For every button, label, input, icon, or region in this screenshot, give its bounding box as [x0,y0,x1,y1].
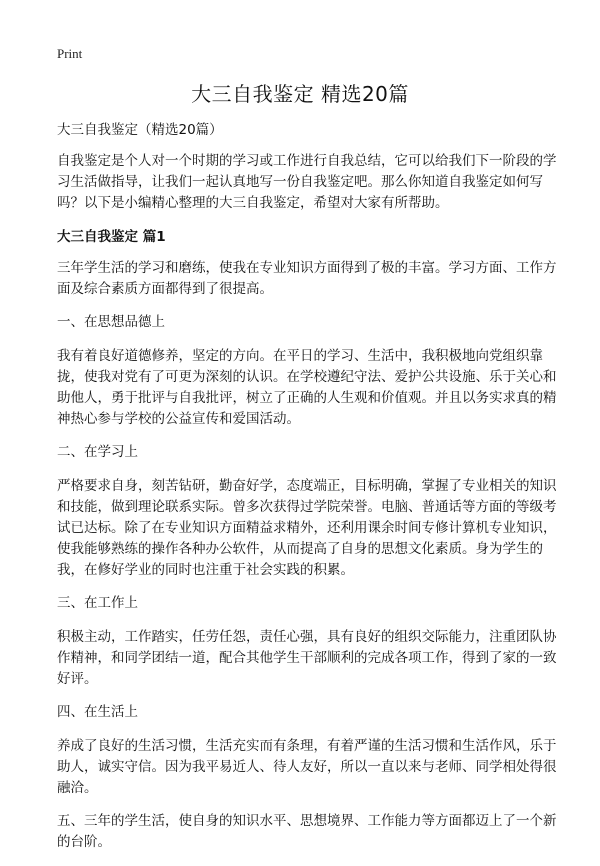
subheading-morality: 一、在思想品德上 [57,314,165,330]
body-paragraph: 严格要求自身，刻苦钻研，勤奋好学，态度端正，目标明确，掌握了专业相关的知识和技能，做到理论联系实际。曾多次获得过学院荣誉。电脑、普通话等方面的等级考试已达标。除了在专业知识方面精益求精外，还利用课余时间专修计算机专业知识，使我能够熟练的操作各种办公软件，从而提高了自身的思想文化素质。身为学生的我，在修好学业的同时也注重于社会实践的积累。 [57,477,557,578]
subheading-study: 二、在学习上 [57,444,138,460]
article-subtitle: 大三自我鉴定（精选20篇） [57,122,223,138]
print-link[interactable]: Print [57,46,83,61]
article-body [57,120,557,866]
subheading-work: 三、在工作上 [57,595,138,611]
body-paragraph: 三年学生活的学习和磨练，使我在专业知识方面得到了极的丰富。学习方面、工作方面及综合素质方面都得到了很提高。 [57,259,557,297]
subheading-life: 四、在生活上 [57,704,138,720]
body-paragraph: 养成了良好的生活习惯，生活充实而有条理，有着严谨的生活习惯和生活作风，乐于助人，诚实守信。因为我平易近人、待人友好，所以一直以来与老师、同学相处得很融洽。 [57,737,557,796]
section-heading: 大三自我鉴定 篇1 [57,228,166,245]
body-paragraph: 五、三年的学生活，使自身的知识水平、思想境界、工作能力等方面都迈上了一个新的台阶。 [57,813,557,850]
page-title: 大三自我鉴定 精选20篇 [191,82,409,106]
body-paragraph: 积极主动，工作踏实，任劳任怨，责任心强，具有良好的组织交际能力，注重团队协作精神，和同学团结一道，配合其他学生干部顺利的完成各项工作，得到了家的一致好评。 [57,628,557,687]
body-paragraph: 我有着良好道德修养，坚定的方向。在平日的学习、生活中，我积极地向党组织靠拢，使我对党有了可更为深刻的认识。在学校遵纪守法、爱护公共设施、乐于关心和助他人，勇于批评与自我批评，树立了正确的人生观和价值观。并且以务实求真的精神热心参与学校的公益宣传和爱国活动。 [57,347,557,427]
intro-paragraph: 自我鉴定是个人对一个时期的学习或工作进行自我总结，它可以给我们下一阶段的学习生活做指导，让我们一起认真地写一份自我鉴定吧。那么你知道自我鉴定如何写吗？以下是小编精心整理的大三自我鉴定，希望对大家有所帮助。 [57,153,557,211]
